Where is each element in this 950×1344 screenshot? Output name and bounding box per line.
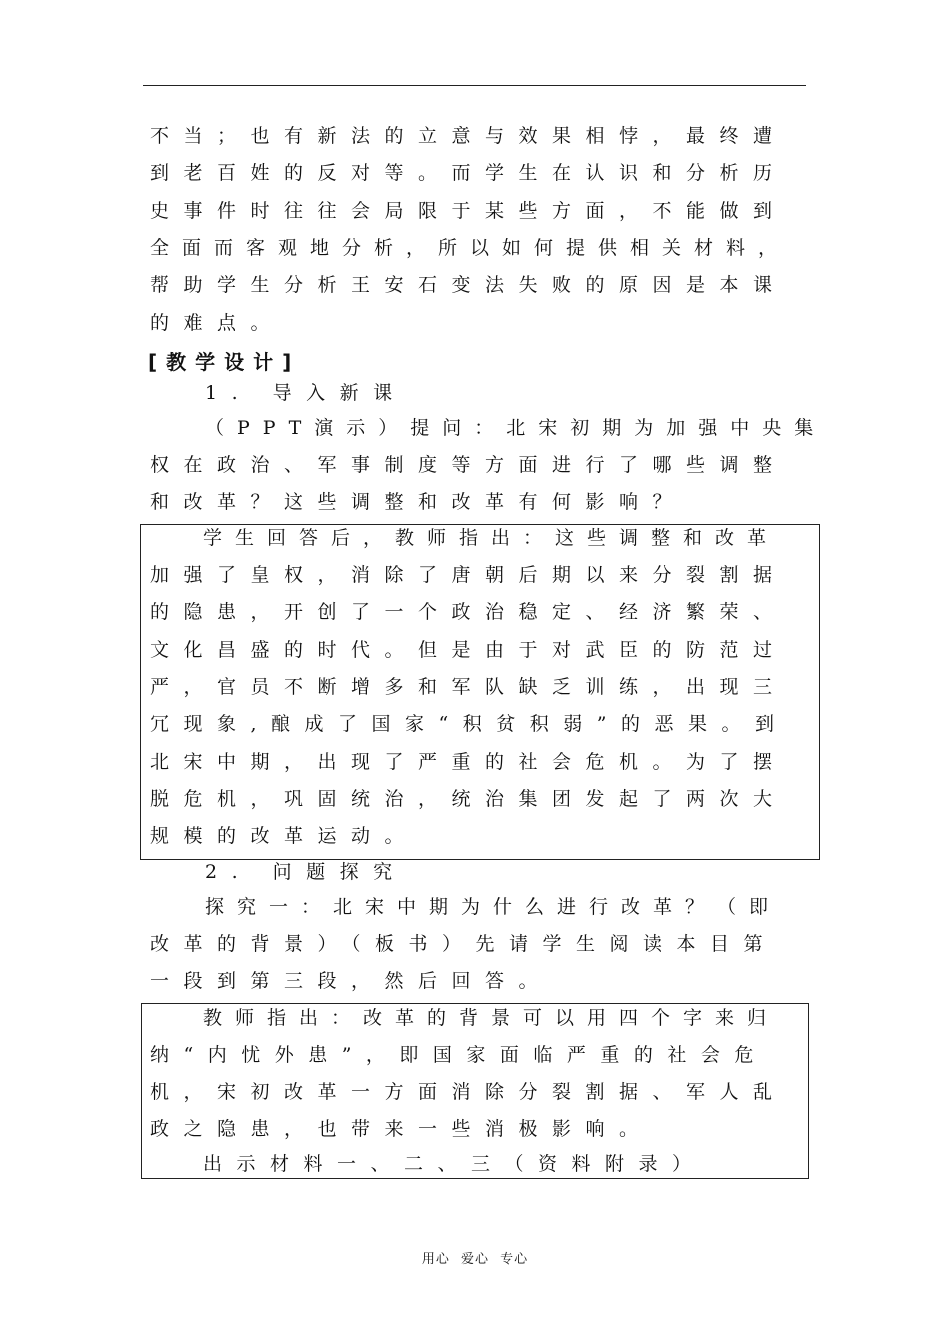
box2-line-2: 纳“内忧外患”，即国家面临严重的社会危: [150, 1044, 768, 1066]
step2-title: 2. 问题探究: [205, 861, 407, 883]
section-heading: [教学设计]: [148, 350, 301, 374]
intro-line-4: 全面而客观地分析，所以如何提供相关材料，: [150, 237, 791, 259]
step1-question-line-1: （PPT演示）提问：北宋初期为加强中央集: [205, 417, 827, 439]
intro-line-1: 不当；也有新法的立意与效果相悖，最终遭: [150, 125, 787, 147]
header-rule: [143, 85, 806, 86]
box1-line-1: 学生回答后，教师指出：这些调整和改革: [203, 527, 780, 549]
step1-question-line-2: 权在政治、军事制度等方面进行了哪些调整: [150, 454, 787, 476]
box1-line-9: 规模的改革运动。: [150, 825, 419, 847]
page-footer: 用心 爱心 专心: [421, 1252, 529, 1267]
intro-line-3: 史事件时往往会局限于某些方面，不能做到: [150, 200, 787, 222]
box1-line-2: 加强了皇权，消除了唐朝后期以来分裂割据: [150, 564, 787, 586]
box1-line-3: 的隐患，开创了一个政治稳定、经济繁荣、: [150, 601, 787, 623]
box2-line-4: 政之隐患，也带来一些消极影响。: [150, 1118, 653, 1140]
intro-line-2: 到老百姓的反对等。而学生在认识和分析历: [150, 162, 787, 184]
intro-line-6: 的难点。: [150, 312, 285, 334]
box1-line-8: 脱危机，巩固统治，统治集团发起了两次大: [150, 788, 787, 810]
box2-line-1: 教师指出：改革的背景可以用四个字来归: [203, 1007, 780, 1029]
box1-line-7: 北宋中期，出现了严重的社会危机。为了摆: [150, 751, 787, 773]
step2-explore-line-1: 探究一：北宋中期为什么进行改革？（即: [205, 896, 782, 918]
box2-line-3: 机，宋初改革一方面消除分裂割据、军人乱: [150, 1081, 787, 1103]
step2-explore-line-2: 改革的背景）（板书）先请学生阅读本目第: [150, 933, 778, 955]
step1-title: 1. 导入新课: [205, 382, 407, 404]
box1-line-4: 文化昌盛的时代。但是由于对武臣的防范过: [150, 639, 787, 661]
step1-question-line-3: 和改革？这些调整和改革有何影响？: [150, 491, 687, 513]
step2-explore-line-3: 一段到第三段，然后回答。: [150, 970, 553, 992]
box1-line-5: 严，官员不断增多和军队缺乏训练，出现三: [150, 676, 787, 698]
box2-line-5: 出示材料一、二、三（资料附录）: [203, 1153, 706, 1175]
intro-line-5: 帮助学生分析王安石变法失败的原因是本课: [150, 274, 787, 296]
box1-line-6: 冗现象,酿成了国家“积贫积弱”的恶果。到: [150, 713, 789, 735]
